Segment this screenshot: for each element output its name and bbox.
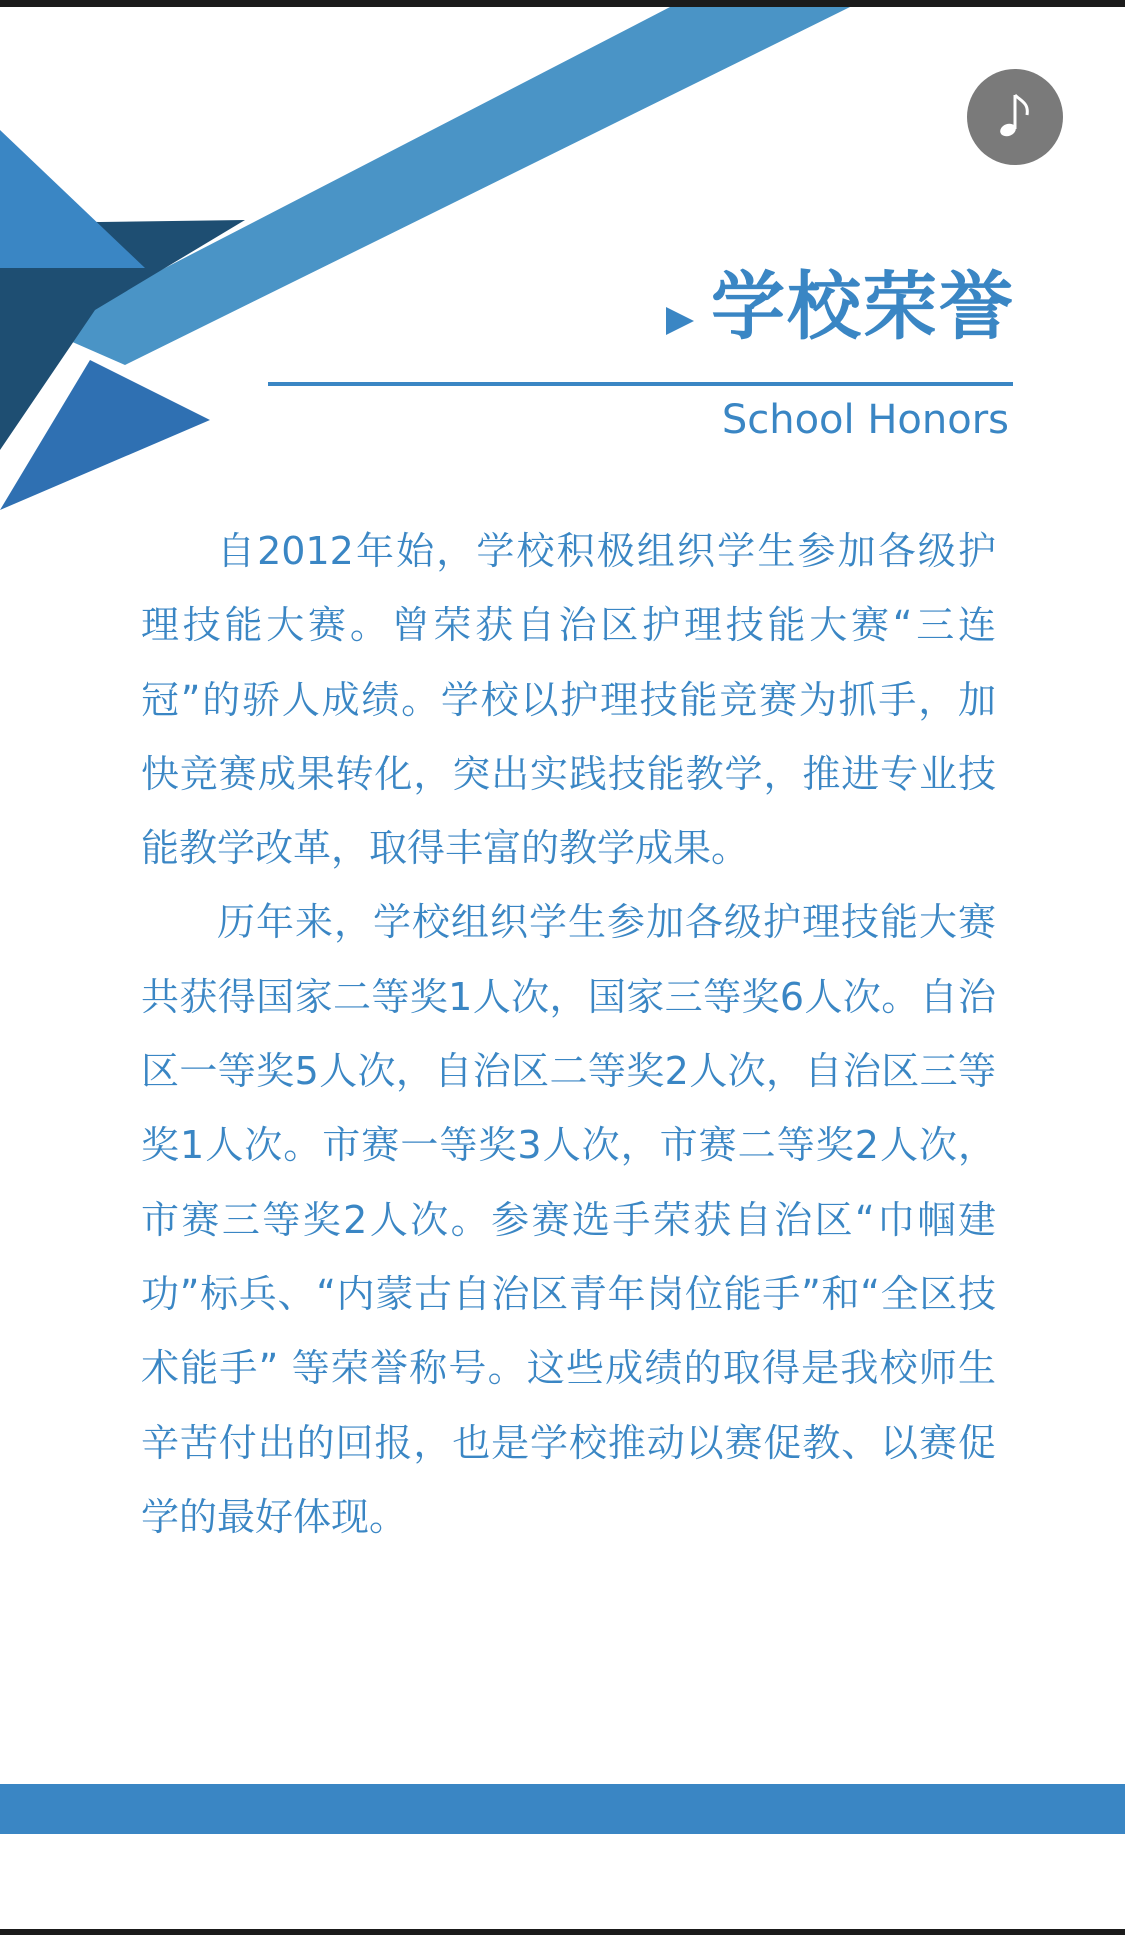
bottom-border [0, 1929, 1125, 1935]
paragraph-awards: 历年来，学校组织学生参加各级护理技能大赛共获得国家二等奖1人次，国家三等奖6人次。自治区一等奖5人次，自治区二等奖2人次，自治区三等奖1人次。市赛一等奖3人次，市赛二等奖2人次，市赛三等奖2人次。参赛选手荣获自治区“巾帼建功”标兵、“内蒙古自治区青年岗位能手”和“全区技术能手” 等荣誉称号。这些成绩的取得是我校师生辛苦付出的回报，也是学校推动以赛促教、以赛促学的最好体现。 [141, 900, 996, 1539]
blue-upper-triangle [0, 130, 145, 268]
music-note-icon [985, 87, 1045, 147]
page-subtitle: School Honors [721, 397, 1009, 443]
page-title: 学校荣誉 [711, 264, 1015, 350]
footer-band [0, 1784, 1125, 1834]
music-toggle-button[interactable] [967, 69, 1063, 165]
title-arrow-icon [666, 307, 694, 335]
title-divider [268, 382, 1013, 386]
content-body [141, 514, 996, 1554]
paragraph-intro: 自2012年始，学校积极组织学生参加各级护理技能大赛。曾荣获自治区护理技能大赛“三连冠”的骄人成绩。学校以护理技能竞赛为抓手，加快竞赛成果转化，突出实践技能教学，推进专业技能教学改革，取得丰富的教学成果。 [141, 529, 996, 871]
